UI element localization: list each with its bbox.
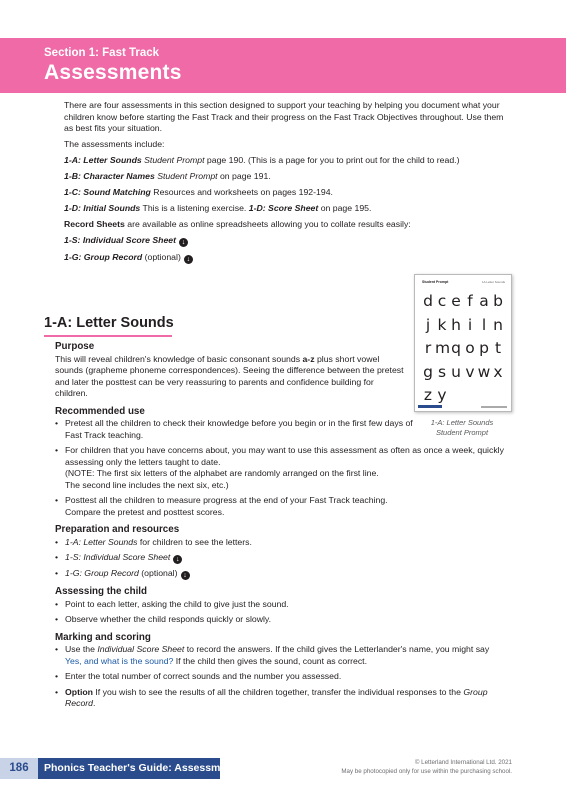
assessment-desc: Resources and worksheets on pages 192-194. xyxy=(150,187,333,197)
prompt-letter: m xyxy=(435,339,451,357)
prompt-letter: e xyxy=(451,292,461,310)
preparation-list xyxy=(55,537,505,581)
prompt-letter: b xyxy=(493,292,503,310)
recommended-use-list xyxy=(55,418,505,518)
page-title: Assessments xyxy=(44,61,182,84)
record-term: 1-G: Group Record xyxy=(64,251,143,262)
note-line-2: The second line includes the next six, etc.) xyxy=(65,479,229,490)
copyright-line-1: © Letterland International Ltd. 2021 xyxy=(414,759,512,766)
thumbnail-ref: 1A Letter Sounds xyxy=(481,280,505,284)
assessment-term: 1-D: Initial Sounds xyxy=(64,203,141,213)
prompt-letter: g xyxy=(423,362,433,381)
prompt-letter: d xyxy=(423,292,433,310)
prompt-letter: l xyxy=(481,315,487,334)
prompt-letter: i xyxy=(467,315,473,334)
intro-text xyxy=(64,100,514,268)
intro-paragraph: There are four assessments in this section designed to support your teaching by helping you document what your children know before starting the Fast Track and their progress on the Fast Track Objectives throughout. Use them as best fits your situation. xyxy=(64,100,504,133)
list-text: Use the xyxy=(65,644,98,654)
prompt-letter: p xyxy=(479,339,489,357)
download-icon[interactable]: ↓ xyxy=(181,571,190,580)
prompt-letter: j xyxy=(425,315,431,334)
prompt-letter: a xyxy=(479,292,489,310)
assessment-desc: page 190. (This is a page for you to print out for the child to read.) xyxy=(204,155,460,165)
assessment-desc: This is a listening exercise. xyxy=(140,203,249,213)
option-label: Option xyxy=(65,686,93,697)
list-item-text: • For children that you have concerns about, you may want to use this assessment as often as once a week, quickly assessing only the letters taught to date. xyxy=(65,445,504,467)
list-text: If the child then gives the sound, count as correct. xyxy=(173,655,368,666)
assessment-desc: on page 195. xyxy=(318,203,372,213)
sheet-name: Group Record xyxy=(65,686,488,708)
resource-name: 1-S: Individual Score Sheet xyxy=(65,552,171,562)
list-item xyxy=(55,552,505,564)
assessment-item-1d xyxy=(64,203,514,215)
prompt-phrase: Yes, and what is the sound? xyxy=(65,655,174,666)
record-term: 1-S: Individual Score Sheet xyxy=(64,235,177,245)
assessment-term: 1-A: Letter Sounds xyxy=(64,155,142,165)
record-sheets-line xyxy=(64,219,514,231)
list-item xyxy=(55,644,505,667)
section-heading: 1-A: Letter Sounds xyxy=(44,315,174,331)
prompt-letter: x xyxy=(493,362,503,381)
list-item xyxy=(55,537,505,549)
assessment-italic: Student Prompt xyxy=(154,171,218,181)
prompt-letter: r xyxy=(424,339,432,357)
list-item: • Pretest all the children to check their knowledge before you begin or in the first few days of Fast Track teaching. xyxy=(55,418,415,441)
assessment-item-1a xyxy=(64,155,514,167)
sheet-name: Individual Score Sheet xyxy=(97,644,185,654)
assessment-term: 1-C: Sound Matching xyxy=(64,187,151,197)
copyright-line-2: May be photocopied only for use within the purchasing school. xyxy=(341,767,512,775)
prompt-letter: k xyxy=(437,315,447,334)
record-item-1g xyxy=(64,252,514,264)
purpose-heading: Purpose xyxy=(55,341,95,352)
list-item xyxy=(55,445,505,491)
prompt-letter: o xyxy=(465,339,475,357)
section-header xyxy=(0,38,566,93)
assessment-item-1c xyxy=(64,187,514,199)
prompt-letter: t xyxy=(494,339,502,357)
prompt-letter: h xyxy=(451,315,461,334)
section-body xyxy=(55,341,505,716)
record-sheets-label: Record Sheets xyxy=(64,219,125,229)
prompt-letter: v xyxy=(465,362,475,381)
page-number: 186 xyxy=(0,758,38,779)
prompt-letter: n xyxy=(493,315,503,334)
resource-name: 1-A: Letter Sounds xyxy=(65,536,138,547)
thumbnail-title: Student Prompt xyxy=(422,280,449,284)
list-text: . xyxy=(93,698,96,708)
heading-underline xyxy=(44,335,172,337)
caption-line-1: 1-A: Letter Sounds xyxy=(430,418,494,427)
assessment-term: 1-D: Score Sheet xyxy=(248,203,319,213)
assessment-desc: on page 191. xyxy=(217,171,271,181)
list-text: to record the answers. If the child gives the Letterlander's name, you might say xyxy=(184,644,490,654)
intro-list-lead: The assessments include: xyxy=(64,139,165,149)
recommended-use-heading: Recommended use xyxy=(55,405,145,417)
marking-list xyxy=(55,644,505,710)
assessment-item-1b xyxy=(64,171,514,183)
record-sheets-desc: are available as online spreadsheets allowing you to collate results easily: xyxy=(124,219,411,229)
purpose-text-1: This will reveal children's knowledge of basic consonant sounds xyxy=(55,353,303,364)
download-icon[interactable]: ↓ xyxy=(184,255,193,264)
marking-heading: Marking and scoring xyxy=(55,631,151,643)
resource-name: 1-G: Group Record xyxy=(65,568,139,578)
preparation-heading: Preparation and resources xyxy=(55,524,180,535)
prompt-letter: f xyxy=(467,292,473,310)
caption-line-2: Student Prompt xyxy=(435,427,489,437)
note-line-1: (NOTE: The first six letters of the alphabet are randomly arranged on the first line. xyxy=(65,468,379,478)
purpose-range: a-z xyxy=(302,353,315,364)
record-optional: (optional) xyxy=(142,251,181,262)
list-item: • Enter the total number of correct sounds and the number you assessed. xyxy=(55,671,505,683)
list-item: • Observe whether the child responds quickly or slowly. xyxy=(55,614,505,626)
list-item xyxy=(55,687,505,710)
list-item xyxy=(55,568,505,580)
record-item-1s xyxy=(64,235,514,247)
prompt-letter: u xyxy=(451,362,461,381)
prompt-letter: z xyxy=(423,386,433,404)
download-icon[interactable]: ↓ xyxy=(179,238,188,247)
assessment-term: 1-B: Character Names xyxy=(64,171,155,181)
list-item: • Posttest all the children to measure progress at the end of your Fast Track teaching. Compare the pretest and posttest scores. xyxy=(55,495,505,518)
assessing-heading: Assessing the child xyxy=(55,586,148,597)
prompt-letter: q xyxy=(451,339,461,357)
prompt-letter: w xyxy=(477,362,491,381)
resource-desc: (optional) xyxy=(138,568,178,578)
prompt-letter: c xyxy=(437,292,447,310)
list-text: If you wish to see the results of all the children together, transfer the individual responses to the xyxy=(92,686,464,697)
purpose-text-2: plus short vowel sounds (grapheme phoneme correspondences). Seeing the difference between the pretest and later the posttest can be very reassuring to parents and confidence building for children. xyxy=(55,353,404,398)
footer-title: Phonics Teacher's Guide: Assessment xyxy=(44,762,237,774)
download-icon[interactable]: ↓ xyxy=(173,555,182,564)
copyright-notice xyxy=(341,759,512,776)
section-label: Section 1: Fast Track xyxy=(44,47,160,59)
assessment-italic: Student Prompt xyxy=(141,155,205,165)
prompt-letter: s xyxy=(437,362,447,381)
prompt-letter: y xyxy=(437,386,447,404)
purpose-text xyxy=(55,354,405,400)
assessing-list xyxy=(55,599,505,626)
resource-desc: for children to see the letters. xyxy=(137,536,252,547)
list-item: • Point to each letter, asking the child to give just the sound. xyxy=(55,599,505,611)
